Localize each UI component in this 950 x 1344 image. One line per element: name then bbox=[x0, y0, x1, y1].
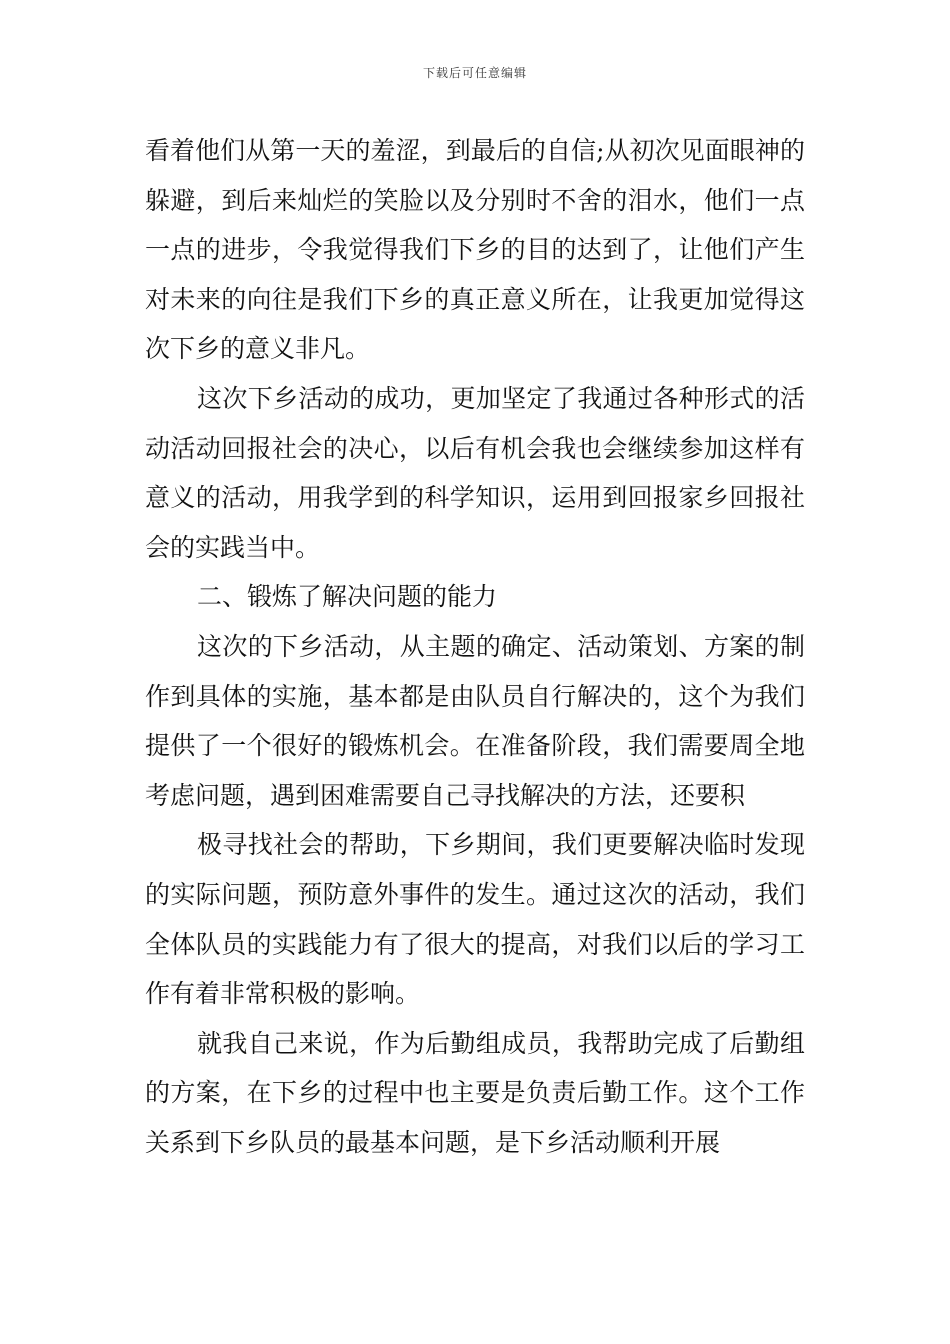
paragraph: 极寻找社会的帮助，下乡期间，我们更要解决临时发现的实际问题，预防意外事件的发生。通过这次的活动，我们全体队员的实践能力有了很大的提高，对我们以后的学习工作有着非常积极的影响。 bbox=[145, 830, 805, 1009]
document-body bbox=[145, 126, 805, 1167]
paragraph: 这次的下乡活动，从主题的确定、活动策划、方案的制作到具体的实施，基本都是由队员自行解决的，这个为我们提供了一个很好的锻炼机会。在准备阶段，我们需要周全地考虑问题，遇到困难需要自己寻找解决的方法，还要积 bbox=[145, 631, 805, 810]
section-heading: 二、锻炼了解决问题的能力 bbox=[197, 582, 498, 612]
page-header: 下载后可任意编辑 bbox=[422, 66, 527, 80]
paragraph: 就我自己来说，作为后勤组成员，我帮助完成了后勤组的方案，在下乡的过程中也主要是负责后勤工作。这个工作关系到下乡队员的最基本问题，是下乡活动顺利开展 bbox=[145, 1028, 805, 1157]
paragraph: 这次下乡活动的成功，更加坚定了我通过各种形式的活动活动回报社会的决心，以后有机会我也会继续参加这样有意义的活动，用我学到的科学知识，运用到回报家乡回报社会的实践当中。 bbox=[145, 383, 805, 562]
paragraph-continuation: 看着他们从第一天的羞涩，到最后的自信;从初次见面眼神的躲避，到后来灿烂的笑脸以及分别时不舍的泪水，他们一点一点的进步，令我觉得我们下乡的目的达到了，让他们产生对未来的向往是我们下乡的真正意义所在，让我更加觉得这次下乡的意义非凡。 bbox=[145, 136, 805, 364]
